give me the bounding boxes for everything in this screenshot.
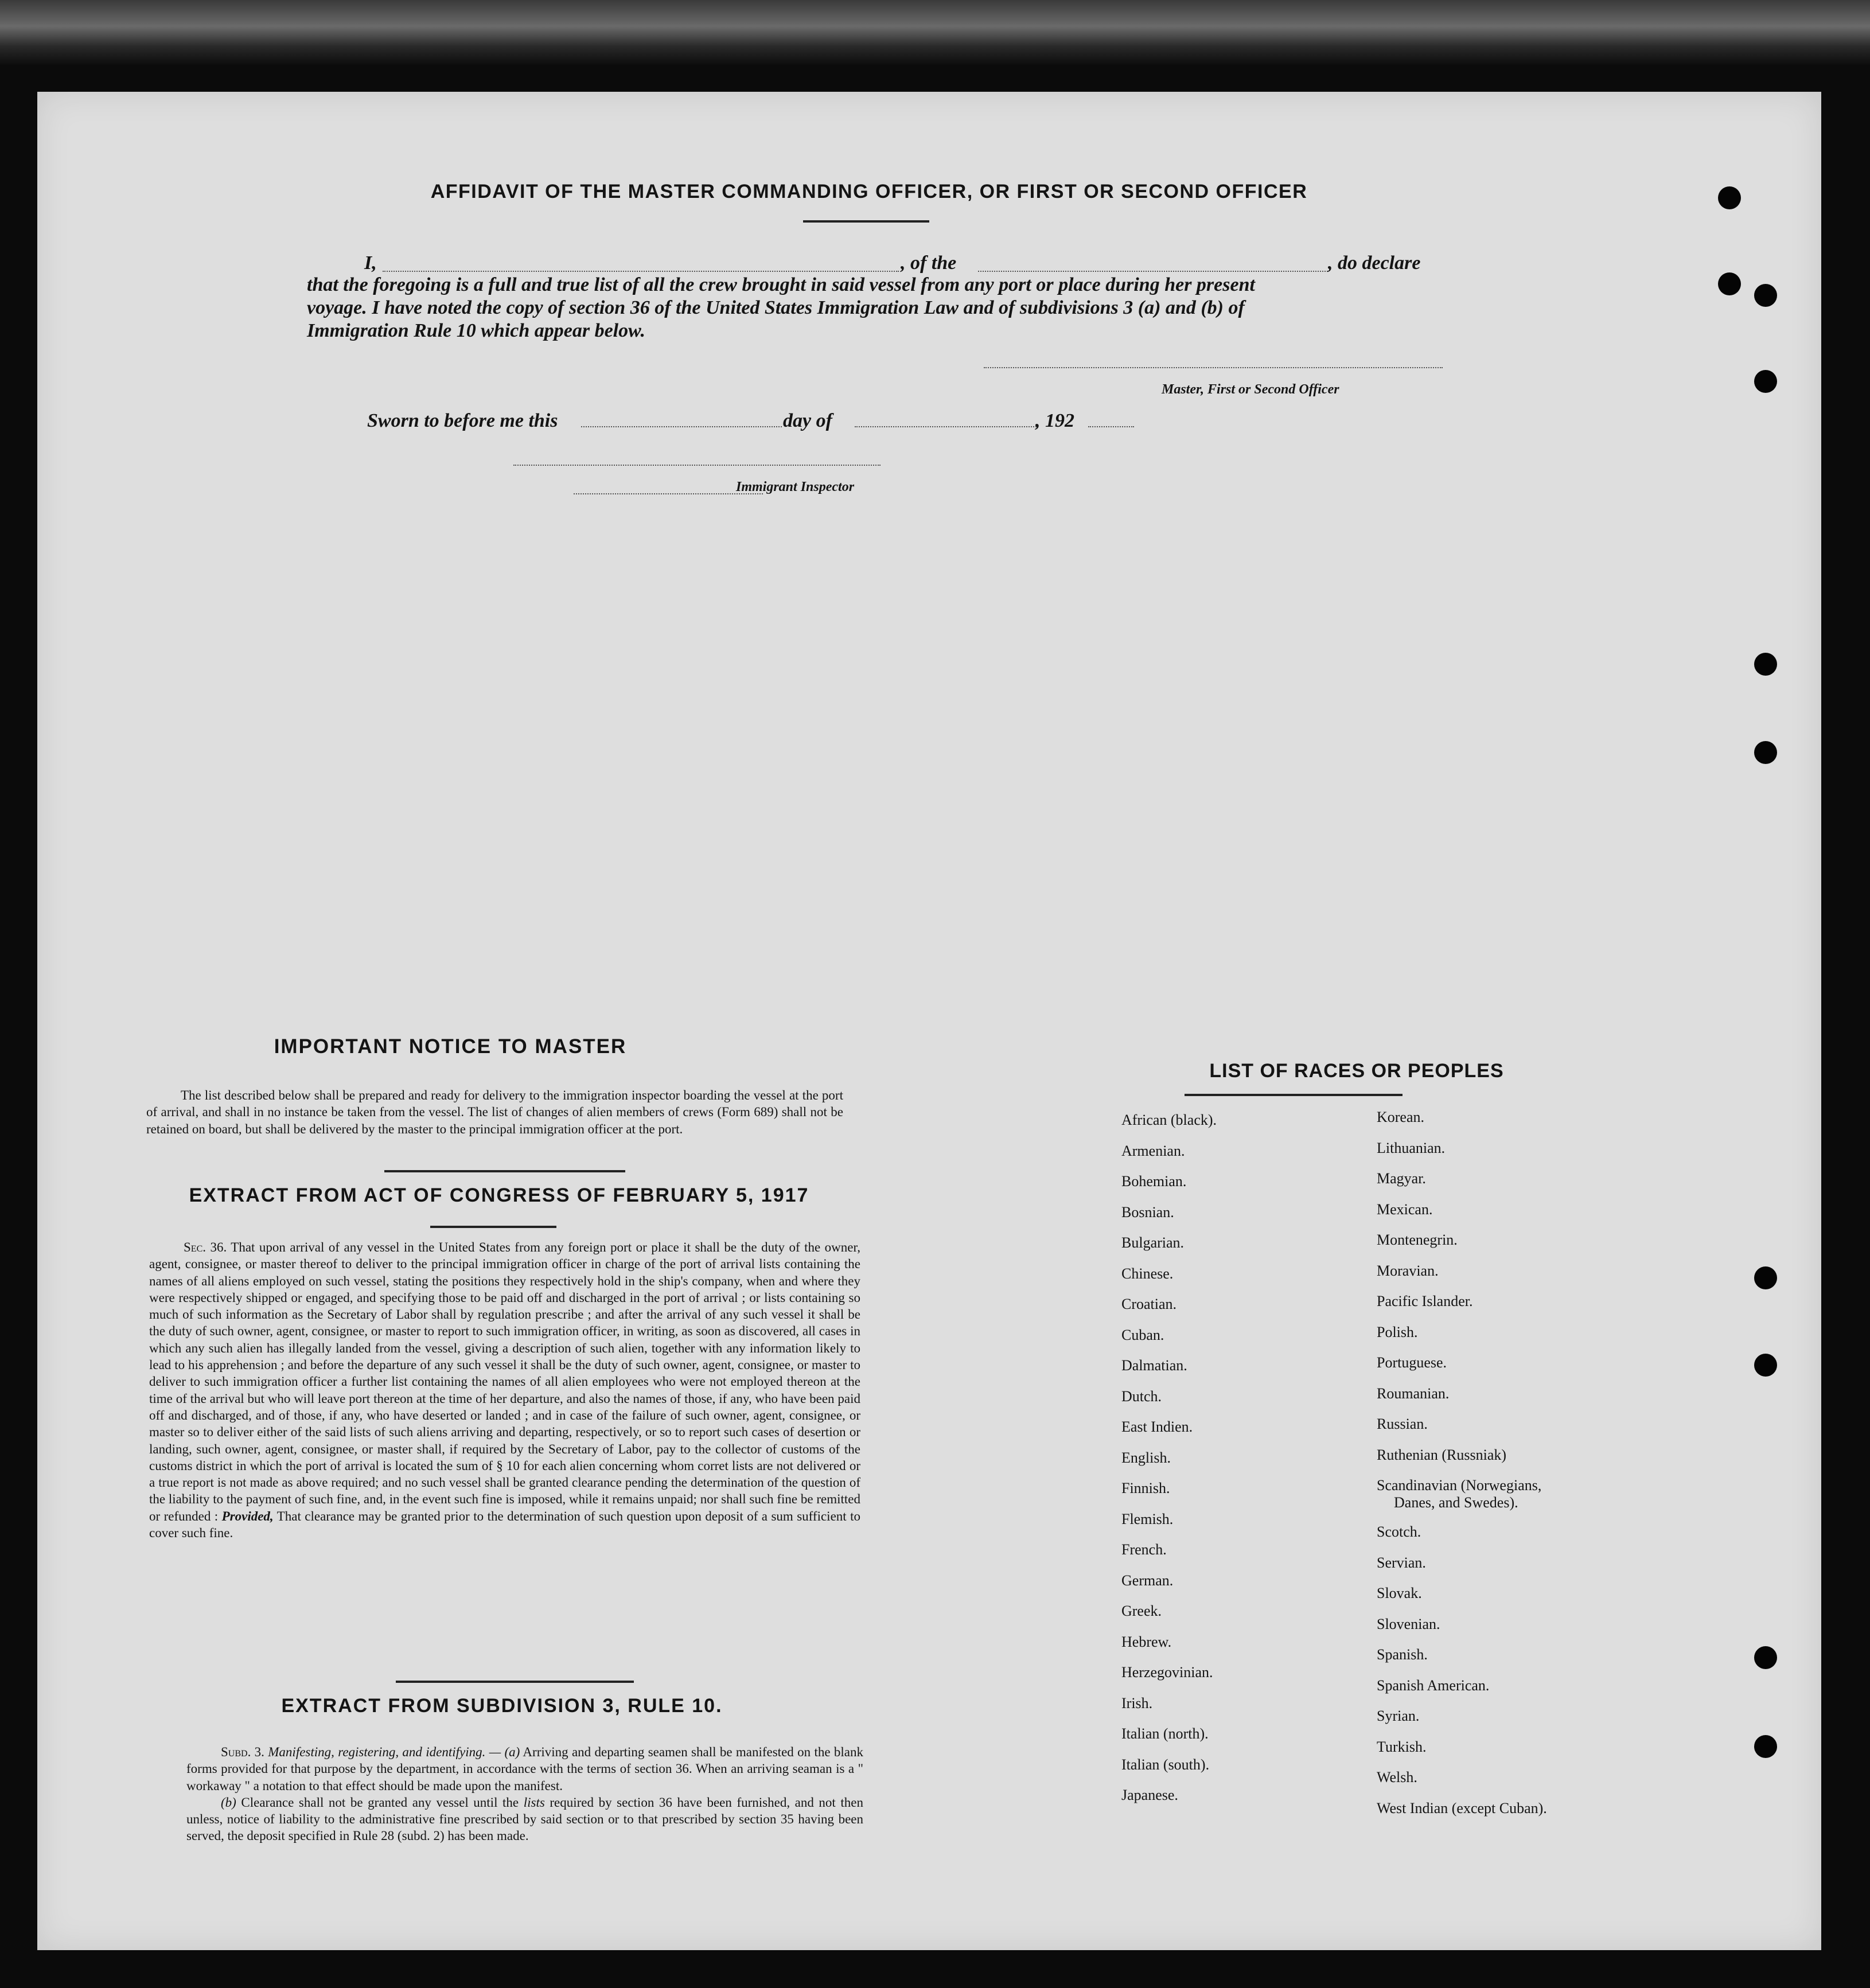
race-item: Irish. — [1121, 1694, 1153, 1712]
punch-hole — [1754, 1266, 1777, 1289]
notice-text — [146, 1087, 843, 1137]
race-item: Russian. — [1377, 1416, 1428, 1432]
races-title: LIST OF RACES OR PEOPLES — [1209, 1060, 1504, 1082]
race-item: African (black). — [1121, 1112, 1217, 1128]
race-item: Moravian. — [1377, 1262, 1439, 1279]
race-item: Welsh. — [1377, 1769, 1417, 1786]
race-item: Servian. — [1377, 1554, 1426, 1571]
act-extract-title: EXTRACT FROM ACT OF CONGRESS OF FEBRUARY 5, 1917 — [189, 1184, 809, 1206]
subd-b-label: (b) — [221, 1795, 236, 1810]
race-item: Dalmatian. — [1121, 1357, 1187, 1374]
race-item: German. — [1121, 1572, 1174, 1589]
inspector-caption: Immigrant Inspector — [736, 480, 855, 494]
race-item: Portuguese. — [1377, 1354, 1447, 1371]
subd-heading: Manifesting, registering, and identifying. — (a) — [268, 1745, 520, 1759]
act-end-rule — [396, 1681, 634, 1683]
affidavit-title: AFFIDAVIT OF THE MASTER COMMANDING OFFICER, OR FIRST OR SECOND OFFICER — [430, 181, 1308, 202]
signature-blank — [984, 367, 1443, 368]
race-item: Spanish. — [1377, 1646, 1428, 1663]
scan-top-strip — [0, 0, 1870, 66]
race-item: French. — [1121, 1541, 1167, 1558]
race-item: Armenian. — [1121, 1142, 1185, 1159]
race-item: West Indian (except Cuban). — [1377, 1799, 1547, 1817]
subd-b-text-1: Clearance shall not be granted any vessel until the — [241, 1795, 519, 1810]
act-extract-text — [149, 1239, 860, 1541]
punch-hole — [1754, 1646, 1777, 1669]
race-item: Italian (north). — [1121, 1725, 1209, 1742]
race-item: Italian (south). — [1121, 1756, 1210, 1773]
sworn-prefix: Sworn to before me this — [367, 410, 558, 431]
document-page — [37, 92, 1821, 1950]
sworn-day-of: day of — [783, 410, 832, 431]
race-item: Syrian. — [1377, 1708, 1420, 1724]
sworn-day-blank — [581, 426, 782, 427]
name-blank — [383, 271, 899, 272]
signature-caption: Master, First or Second Officer — [1162, 382, 1339, 397]
title-underline — [803, 220, 929, 223]
race-item: Montenegrin. — [1377, 1231, 1458, 1248]
race-item: Japanese. — [1121, 1787, 1178, 1803]
races-right-column — [1377, 1109, 1547, 1830]
affidavit-line-2: that the foregoing is a full and true list of all the crew brought in said vessel from any port or place during her present — [307, 274, 1255, 295]
rule-extract-title: EXTRACT FROM SUBDIVISION 3, RULE 10. — [281, 1695, 723, 1717]
race-item: Bulgarian. — [1121, 1234, 1185, 1251]
race-item: Ruthenian (Russniak) — [1377, 1446, 1507, 1463]
notice-rule — [384, 1170, 625, 1172]
race-item: Hebrew. — [1121, 1633, 1172, 1650]
races-title-rule — [1185, 1094, 1402, 1096]
race-item: Finnish. — [1121, 1480, 1170, 1496]
punch-hole — [1754, 1735, 1777, 1758]
race-item: Polish. — [1377, 1323, 1418, 1340]
race-item: Scotch. — [1377, 1523, 1421, 1540]
race-item: East Indien. — [1121, 1418, 1193, 1435]
races-left-column — [1121, 1112, 1217, 1818]
sec-36-text: That upon arrival of any vessel in the United States from any foreign port or place it shall be the duty of the owner, agent, consignee, or master thereof to deliver to the principal immigration officer in charge of the port of arrival lists containing the names of all aliens employed on such vessel, stating the positions they respectively hold in the ship's company, when and where they were respectively shipped or engaged, and specifying those to be paid off and discharged in the port of arrival ; or lists containing so much of such information as the Secretary of Labor shall by regulation prescribe ; and after the arrival of any such vessel it shall be the duty of such owner, agent, consignee, or master to report to such immigration officer, in writing, as soon as discovered, all cases in which any such alien has illegally landed from the vessel, giving a description of such alien, together with any information likely to lead to his apprehension ; and before the departure of any such vessel it shall be the duty of such owner, agent, consignee, or master to deliver to such immigration officer a further list containing the names of all alien employees who were not employed thereon at the time of the arrival but who will leave port thereon at the time of her departure, and also the names of those, if any, who have been paid off and discharged, and of those, if any, who have deserted or landed ; and in case of the failure of such owner, agent, consignee, or master so to deliver either of the said lists of such aliens arriving and departing, respectively, or so to report such cases of desertion or landing, such owner, agent, consignee, or master shall, if required by the Secretary of Labor, pay to the collector of customs of the customs district in which the port of arrival is located the sum of § 10 for each alien concerning whom corret lists are not delivered or a true report is not made as above required; and no such vessel shall be granted clearance pending the determination of the question of the liability to the payment of such fine, and, in the event such fine is imposed, while it remains unpaid; nor shall such fine be remitted or refunded : — [149, 1240, 860, 1523]
vessel-blank — [978, 271, 1328, 272]
race-item: Spanish American. — [1377, 1677, 1490, 1694]
punch-hole — [1754, 741, 1777, 764]
punch-hole — [1754, 284, 1777, 307]
punch-hole — [1718, 272, 1741, 295]
act-title-rule — [430, 1226, 556, 1228]
affidavit-i: I, — [364, 252, 377, 274]
race-item: Magyar. — [1377, 1170, 1426, 1187]
sworn-month-blank — [855, 426, 1038, 427]
affidavit-line-3: voyage. I have noted the copy of section 36 of the United States Immigration Law and of subdivisions 3 (a) and (b) of — [307, 297, 1245, 318]
race-item: Bosnian. — [1121, 1203, 1174, 1221]
punch-hole — [1754, 370, 1777, 393]
provided-word: Provided, — [221, 1508, 274, 1523]
race-item: Slovenian. — [1377, 1615, 1440, 1632]
race-item-scandinavian — [1377, 1477, 1547, 1523]
lists-word: lists — [523, 1795, 545, 1810]
race-item: Croatian. — [1121, 1296, 1177, 1312]
sec-label: Sec. 36. — [184, 1240, 227, 1254]
sec-36-text-end: That clearance may be granted prior to the determination of such question upon deposit of a sum sufficient to cover such fine. — [149, 1508, 860, 1541]
scandinavian-line-2: Danes, and Swedes). — [1394, 1494, 1518, 1511]
race-item: Greek. — [1121, 1603, 1162, 1619]
race-item: Roumanian. — [1377, 1385, 1450, 1402]
sworn-year: , 192 — [1035, 410, 1074, 431]
race-item: Korean. — [1377, 1109, 1425, 1125]
notice-paragraph: The list described below shall be prepared and ready for delivery to the immigration inspector boarding the vessel at the port of arrival, and shall in no instance be taken from the vessel. The list of changes of alien members of crews (Form 689) shall not be retained on board, but shall be delivered by the master to the principal immigration officer at the port. — [146, 1088, 843, 1136]
race-item: Dutch. — [1121, 1387, 1162, 1405]
race-item: Mexican. — [1377, 1200, 1433, 1218]
scandinavian-line-1: Scandinavian (Norwegians, — [1377, 1477, 1542, 1494]
race-item: Herzegovinian. — [1121, 1664, 1213, 1681]
race-item: English. — [1121, 1449, 1171, 1466]
affidavit-line-4: Immigration Rule 10 which appear below. — [307, 320, 646, 341]
race-item: Flemish. — [1121, 1510, 1174, 1527]
race-item: Lithuanian. — [1377, 1139, 1446, 1156]
punch-hole — [1718, 186, 1741, 209]
affidavit-of-the: , of the — [901, 252, 957, 274]
subd-label: Subd. 3. — [221, 1745, 264, 1759]
race-item: Bohemian. — [1121, 1173, 1187, 1190]
race-item: Pacific Islander. — [1377, 1293, 1473, 1309]
punch-hole — [1754, 653, 1777, 676]
affidavit-declare: , do declare — [1328, 252, 1421, 274]
subd-a-text: Arriving and departing seamen shall be manifested on the blank forms provided for that purpose by the department, in accordance with the terms of section 36. When an arriving seaman is a " workaway " a notation to that effect should be made upon the manifest. — [186, 1745, 863, 1793]
race-item: Cuban. — [1121, 1326, 1164, 1343]
inspector-name-blank — [574, 493, 763, 494]
race-item: Slovak. — [1377, 1585, 1422, 1601]
race-item: Turkish. — [1377, 1738, 1427, 1755]
race-item: Chinese. — [1121, 1265, 1174, 1282]
punch-hole — [1754, 1354, 1777, 1377]
rule-extract-text — [186, 1744, 863, 1845]
subd-b-text-2: required by section 36 have been furnished, and not then unless, notice of liability to the administrative fine prescribed by said section or to that prescribed by section 35 having been served, the deposit specified in Rule 28 (subd. 2) has been made. — [186, 1795, 864, 1843]
notice-title: IMPORTANT NOTICE TO MASTER — [274, 1035, 627, 1058]
sworn-year-blank — [1088, 426, 1134, 427]
inspector-signature-blank — [513, 465, 881, 466]
